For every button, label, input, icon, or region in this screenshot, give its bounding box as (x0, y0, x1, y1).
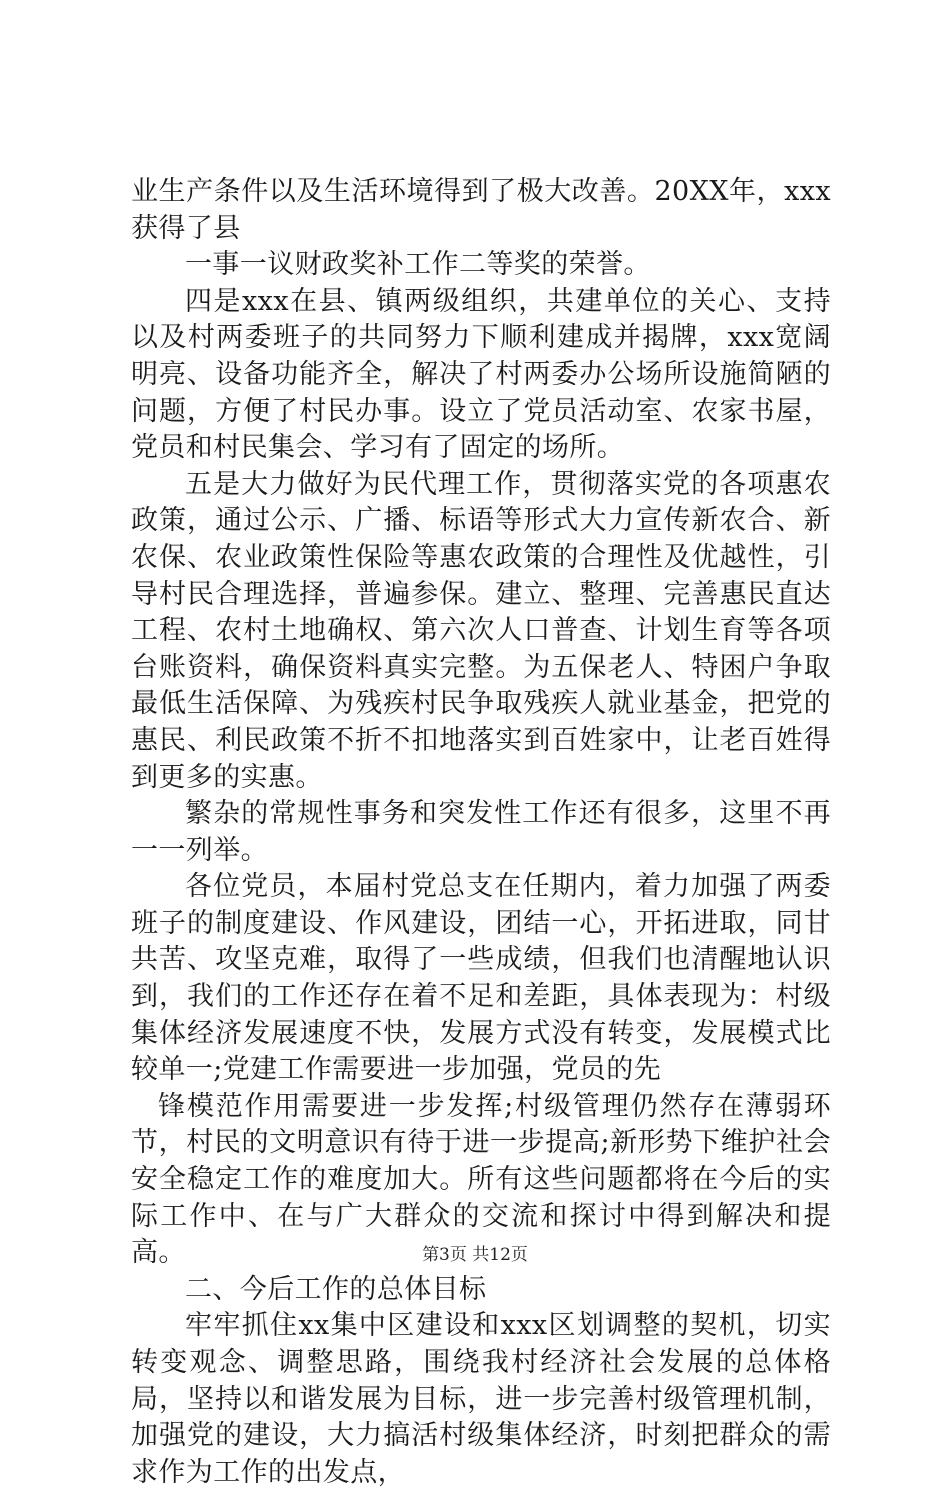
section-heading: 二、今后工作的总体目标 (185, 1273, 487, 1305)
paragraph-9: 牢牢抓住xx集中区建设和xxx区划调整的契机，切实转变观念、调整思路，围绕我村经济社会发展的总体格局，坚持以和谐发展为目标，进一步完善村级管理机制，加强党的建设，大力搞活村级集体经济，时刻把群众的需求作为工作的出发点， (131, 1310, 831, 1488)
page-number-footer: 第3页 共12页 (422, 1245, 528, 1265)
paragraph-1: 业生产条件以及生活环境得到了极大改善。20XX年，xxx获得了县 (131, 176, 831, 244)
paragraph-3: 四是xxx在县、镇两级组织，共建单位的关心、支持以及村两委班子的共同努力下顺利建成并揭牌，xxx宽阔明亮、设备功能齐全，解决了村两委办公场所设施简陋的问题，方便了村民办事。设立了党员活动室、农家书屋，党员和村民集会、学习有了固定的场所。 (131, 285, 831, 464)
document-body (131, 174, 831, 1491)
paragraph-6: 各位党员，本届村党总支在任期内，着力加强了两委班子的制度建设、作风建设，团结一心，开拓进取，同甘共苦、攻坚克难，取得了一些成绩，但我们也清醒地认识到，我们的工作还存在着不足和差距，具体表现为：村级集体经济发展速度不快，发展方式没有转变，发展模式比较单一;党建工作需要进一步加强，党员的先 (131, 871, 831, 1086)
paragraph-2: 一事一议财政奖补工作二等奖的荣誉。 (185, 249, 651, 281)
paragraph-4: 五是大力做好为民代理工作，贯彻落实党的各项惠农政策，通过公示、广播、标语等形式大力宣传新农合、新农保、农业政策性保险等惠农政策的合理性及优越性，引导村民合理选择，普遍参保。建立、整理、完善惠民直达工程、农村土地确权、第六次人口普查、计划生育等各项台账资料，确保资料真实完整。为五保老人、特困户争取最低生活保障、为残疾村民争取残疾人就业基金，把党的惠民、利民政策不折不扣地落实到百姓家中，让老百姓得到更多的实惠。 (131, 468, 831, 793)
paragraph-5: 繁杂的常规性事务和突发性工作还有很多，这里不再一一列举。 (131, 798, 831, 866)
paragraph-7: 锋模范作用需要进一步发挥;村级管理仍然存在薄弱环节，村民的文明意识有待于进一步提高;新形势下维护社会安全稳定工作的难度加大。所有这些问题都将在今后的实际工作中、在与广大群众的交流和探讨中得到解决和提高。 (131, 1090, 831, 1269)
